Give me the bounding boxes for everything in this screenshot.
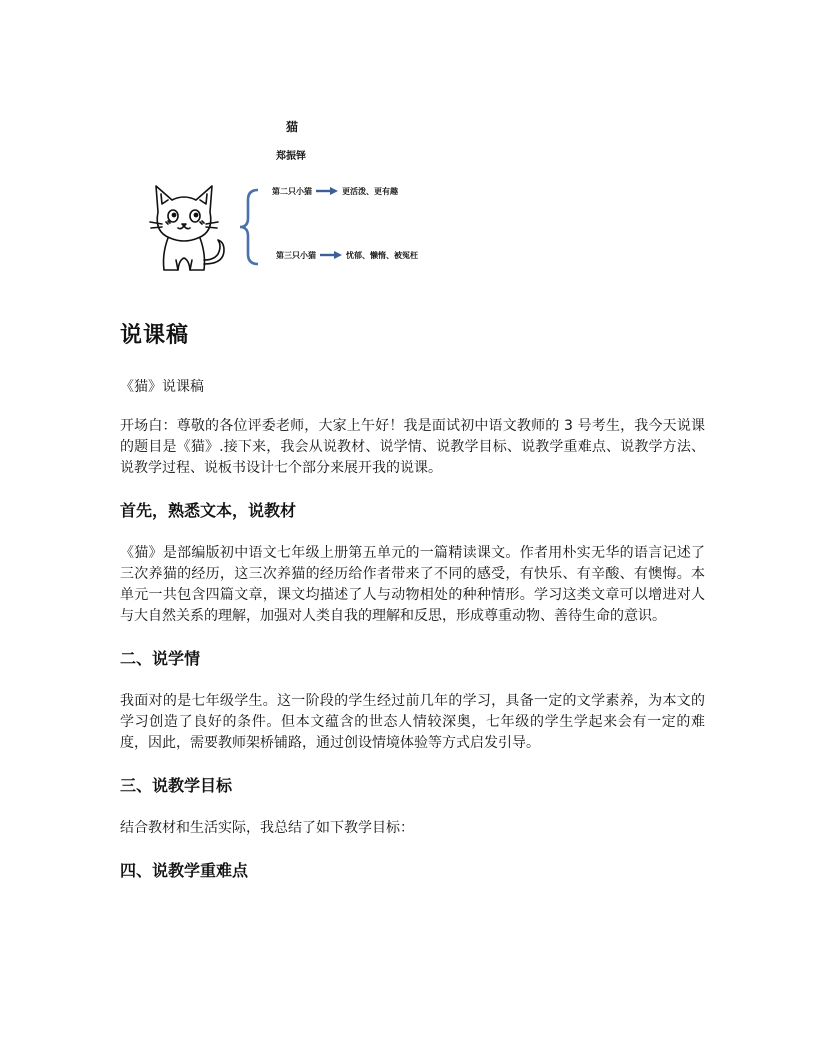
diagram-title: 猫: [286, 120, 299, 134]
blackboard-diagram: [140, 110, 460, 290]
branch-label-third-cat: 第三只小猫: [276, 251, 316, 260]
branch-desc-third-cat: 忧郁、懒惰、被冤枉: [346, 251, 418, 260]
cat-illustration: [148, 180, 234, 280]
arrow-right-icon: [320, 251, 342, 261]
branch-row-third-cat: [276, 250, 418, 261]
cat-icon: [148, 180, 234, 276]
brace-bracket: [236, 188, 260, 270]
section-paragraph: 结合教材和生活实际，我总结了如下教学目标：: [120, 820, 414, 836]
document-body: [120, 318, 705, 903]
section-heading: 三、说教学目标: [120, 776, 233, 795]
branch-row-second-cat: [272, 186, 398, 197]
branch-label-second-cat: 第二只小猫: [272, 187, 312, 196]
diagram-author: 郑振铎: [276, 151, 306, 162]
section-paragraph: 《猫》是部编版初中语文七年级上册第五单元的一篇精读课文。作者用朴实无华的语言记述了三次养猫的经历，这三次养猫的经历给作者带来了不同的感受，有快乐、有辛酸、有懊悔。本单元一共包含四篇文章，课文均描述了人与动物相处的种种情形。学习这类文章可以增进对人与大自然关系的理解，加强对人类自我的理解和反思，形成尊重动物、善待生命的意识。: [120, 545, 705, 624]
section-heading: 四、说教学重难点: [120, 861, 249, 880]
doc-title: 说课稿: [120, 323, 190, 348]
section-paragraph: 我面对的是七年级学生。这一阶段的学生经过前几年的学习，具备一定的文学素养，为本文的学习创造了良好的条件。但本文蕴含的世态人情较深奥，七年级的学生学起来会有一定的难度，因此，需要教师架桥铺路，通过创设情境体验等方式启发引导。: [120, 693, 705, 751]
intro-paragraph: 开场白：尊敬的各位评委老师，大家上午好！我是面试初中语文教师的 3 号考生，我今天说课的题目是《猫》.接下来，我会从说教材、说学情、说教学目标、说教学重难点、说教学方法、说教学过程、说板书设计七个部分来展开我的说课。: [120, 418, 705, 476]
section-heading: 首先，熟悉文本，说教材: [120, 501, 297, 520]
doc-subtitle: 《猫》说课稿: [120, 379, 204, 395]
branch-desc-second-cat: 更活泼、更有趣: [342, 187, 398, 196]
arrow-right-icon: [316, 187, 338, 197]
section-heading: 二、说学情: [120, 649, 201, 668]
